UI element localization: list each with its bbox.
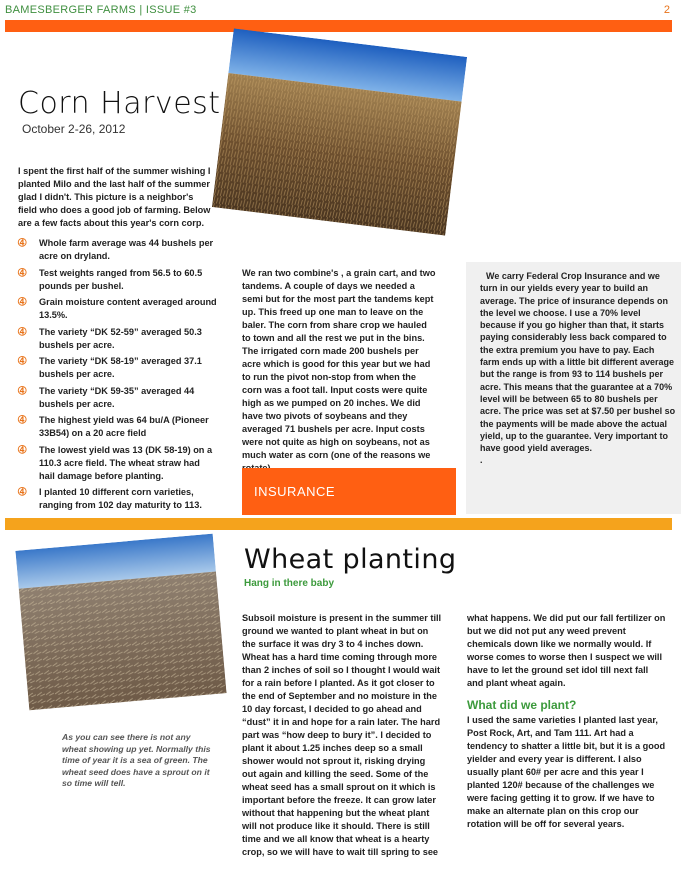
arrow-bullet-icon: ➃ bbox=[18, 238, 27, 249]
corn-field-photo bbox=[212, 28, 467, 235]
insurance-text: We carry Federal Crop Insurance and we turn in our yields every year to build an average. The price of insurance depends on the level we choose. I use a 70% level because if you go higher than that, it starts paying considerably less back compared to the extra premium you have to pay. Each farm ends up with a little bit different average but the range is from 93 to 114 bushels per acre. This means that the guarantee at a 70% level will be between 65 to 80 bushels per acre. The price was set at $7.50 per bushel so the payments will be made above the actual yield, up to the guarantee. Very important to have good yield averages. . bbox=[480, 271, 676, 466]
list-item: ➃ I planted 10 different corn varieties, ranging from 102 day maturity to 113. bbox=[18, 487, 202, 510]
corn-middle-column: We ran two combine's , a grain cart, and two tandems. A couple of days we needed a semi but for the most part the tandems kept up. This freed up one man to leave on the baler. The corn from share crop we hauled to town and all the rest we put in the bins. The irrigated corn made 200 bushels per acre which is good for this year but we had to run the pivot non-stop from when the corn was a foot tall. Input costs were quite high as we pumped on 20 inches. We did have two pivots of soybeans and they averaged 71 bushels per acre. Input costs were not quite as high on soybeans, not as much water as corn (one of the reasons we bbox=[242, 268, 436, 460]
arrow-bullet-icon: ➃ bbox=[18, 415, 27, 426]
list-item: ➃ The variety “DK 58-19” averaged 37.1 bushels per acre. bbox=[18, 356, 202, 379]
list-item: ➃ The highest yield was 64 bu/A (Pioneer 33B54) on a 20 acre field bbox=[18, 415, 209, 438]
arrow-bullet-icon: ➃ bbox=[18, 267, 27, 279]
list-item: ➃ The variety “DK 59-35” averaged 44 bushels per acre. bbox=[18, 385, 195, 409]
arrow-bullet-icon: ➃ bbox=[18, 356, 27, 367]
list-item: ➃ The lowest yield was 13 (DK 58-19) on a 110.3 acre field. The wheat straw had hail damage before planting. bbox=[18, 444, 213, 481]
corn-harvest-title: Corn Harvest bbox=[18, 86, 221, 121]
section-divider-bar bbox=[5, 518, 672, 530]
wheat-subtitle: Hang in there baby bbox=[244, 578, 335, 589]
insurance-trailing: . bbox=[480, 455, 483, 466]
arrow-bullet-icon: ➃ bbox=[18, 487, 27, 498]
arrow-bullet-icon: ➃ bbox=[18, 385, 27, 397]
wheat-field-photo bbox=[15, 534, 226, 711]
what-did-we-plant-heading: What did we plant? bbox=[467, 698, 577, 712]
masthead: BAMESBERGER FARMS | ISSUE #3 bbox=[5, 4, 197, 16]
list-item: ➃ Grain moisture content averaged around 13.5%. bbox=[18, 297, 217, 320]
arrow-bullet-icon: ➃ bbox=[18, 297, 27, 308]
wheat-column-right: what happens. We did put our fall fertilizer on but we did not put any weed prevent chemicals down like we normally would. If worse comes to worse then I suspect we will have to let the ground set idol till next fall and plant wheat again. bbox=[467, 613, 666, 688]
wheat-photo-caption: As you can see there is not any wheat showing up yet. Normally this time of year it is a sea of green. The wheat seed does have a sprout on it so time will tell. bbox=[62, 732, 211, 789]
insurance-heading: INSURANCE bbox=[254, 484, 336, 499]
header-bar bbox=[5, 20, 672, 32]
list-item: ➃ Whole farm average was 44 bushels per acre on dryland. bbox=[18, 238, 214, 261]
arrow-bullet-icon: ➃ bbox=[18, 326, 27, 338]
corn-harvest-date: October 2-26, 2012 bbox=[22, 122, 126, 136]
wheat-column-left: Subsoil moisture is present in the summer till ground we wanted to plant wheat in but on the surface it was dry 3 to 4 inches down. Wheat has a hard time coming through more than 2 inches of soil so I thought I would wait for a rain before I planted. As it got closer to the end of September and no moisture in the 10 day forcast, I decided to go ahead and “dust” it in and hope for a rain later. The hard part was “how deep to bury it”. I decided to plant it about 1.25 inches deep so a small shower would not sprout it, risking drying out again and killing the seed. Some of the wheat seed has a small sprout on it which is important before the freeze. It can grow later without that happening but the wheat plant will not produce like it should. There is still time and we all know that wheat is a hearty crop, so we will have to wait till spring to see bbox=[242, 613, 442, 857]
list-item: ➃ The variety “DK 52-59” averaged 50.3 bushels per acre. bbox=[18, 326, 202, 350]
page-number: 2 bbox=[663, 4, 670, 16]
corn-intro-paragraph: I spent the first half of the summer wishing I planted Milo and the last half of the summer glad I didn't. This picture is a neighbor's field who does a good job of farming. Below are a few facts about this year's corn corp. bbox=[18, 166, 211, 228]
what-did-we-plant-text: I used the same varieties I planted last year, Post Rock, Art, and Tam 111. Art had a tendency to shatter a little bit, but it is a good yielder and every year is different. I also usually plant 60# per acre and this year I planted 120# because of the challenges we were facing getting it to grow. If we have to make an alternate plan on this crop our rotation will be off for several years. bbox=[467, 715, 666, 829]
arrow-bullet-icon: ➃ bbox=[18, 444, 27, 456]
corn-facts-list bbox=[18, 237, 218, 516]
wheat-planting-title: Wheat planting bbox=[244, 544, 457, 575]
list-item: ➃ Test weights ranged from 56.5 to 60.5 pounds per bushel. bbox=[18, 267, 203, 291]
